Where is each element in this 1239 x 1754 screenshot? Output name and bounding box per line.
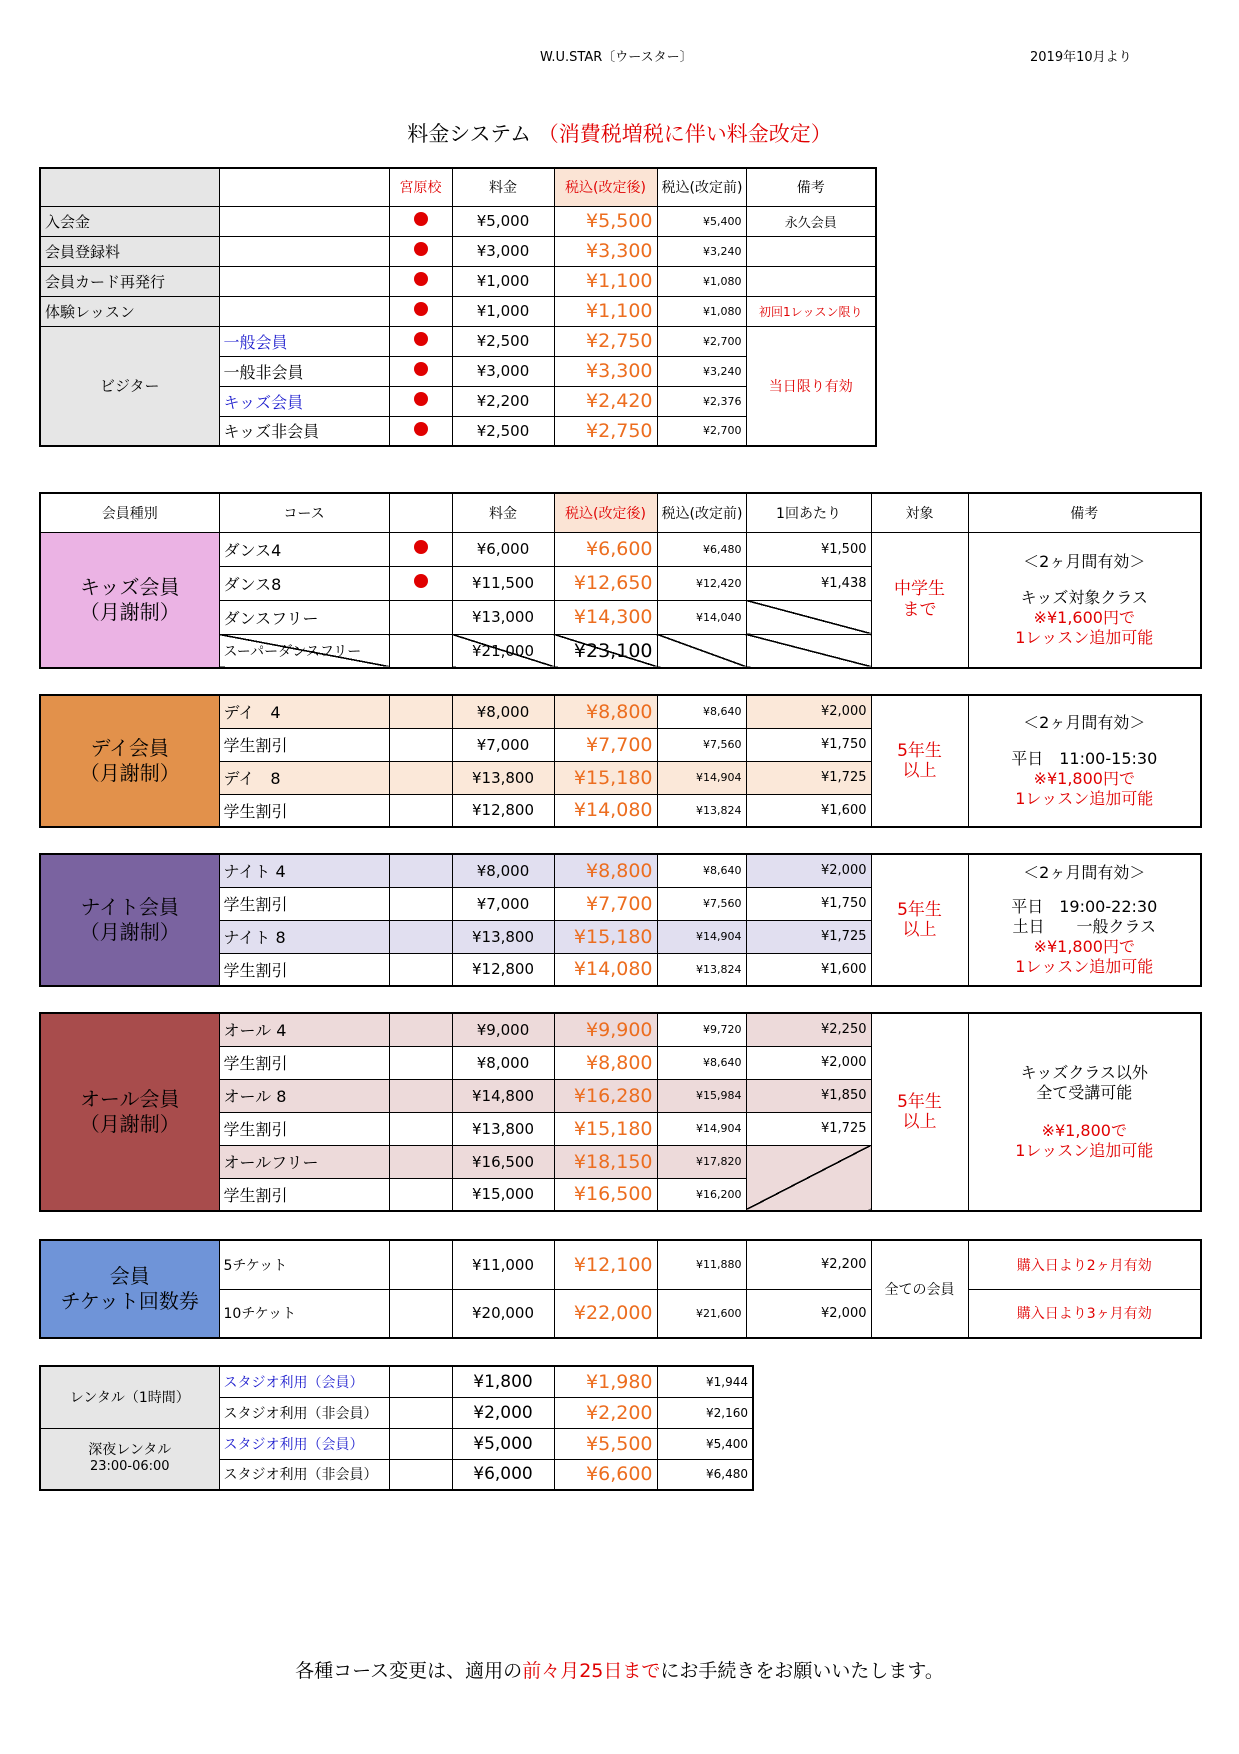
price-cell: ¥1,000 (452, 296, 554, 326)
group-sub: チケット回数券 (60, 1289, 199, 1313)
target-line: まで (902, 599, 937, 620)
tax-old-cell: ¥7,560 (657, 887, 746, 920)
price-cell: ¥8,000 (452, 695, 554, 728)
course-cell: オール 8 (219, 1079, 389, 1112)
note-line: ※¥1,600円で (1033, 607, 1135, 627)
tax-new-cell: ¥16,280 (554, 1079, 657, 1112)
tax-old-cell: ¥17,820 (657, 1145, 746, 1178)
price-cell: ¥2,200 (452, 386, 554, 416)
price-cell: ¥7,000 (452, 887, 554, 920)
visitor-label: ビジター (40, 326, 219, 446)
note-line: キッズクラス以外 (1020, 1063, 1148, 1082)
price-cell: ¥13,800 (452, 1112, 554, 1145)
fee-table-kids (39, 492, 1202, 669)
per-lesson-cell: ¥2,200 (746, 1240, 871, 1289)
per-lesson-cell: ¥2,000 (746, 1289, 871, 1338)
blank-cell (389, 1428, 452, 1459)
course-cell: 学生割引 (219, 794, 389, 827)
target-kids (871, 532, 968, 668)
slash-cell (746, 634, 871, 668)
note-line: 1レッスン追加可能 (1015, 627, 1154, 647)
available-cell (389, 266, 452, 296)
group-day (40, 695, 219, 827)
blank-cell (389, 1112, 452, 1145)
target-line: 5年生 (897, 740, 942, 761)
price-cell: ¥8,000 (452, 1046, 554, 1079)
per-lesson-cell: ¥1,750 (746, 887, 871, 920)
group-sub: （月謝制） (79, 599, 180, 624)
group-sub: （月謝制） (79, 920, 180, 944)
tax-old-cell: ¥3,240 (657, 356, 746, 386)
target-day (871, 695, 968, 827)
tax-new-cell: ¥14,080 (554, 794, 657, 827)
note-line: 1レッスン追加可能 (1015, 1141, 1154, 1160)
header-tax-old: 税込(改定前) (657, 168, 746, 206)
note-cell: 購入日より3ヶ月有効 (968, 1289, 1201, 1338)
rental-sub: スタジオ利用（非会員） (219, 1397, 389, 1428)
target-line: 5年生 (897, 899, 942, 920)
tax-old-cell: ¥2,700 (657, 326, 746, 356)
note-line: 土日 一般クラス (1012, 917, 1157, 936)
note-line: 平日 19:00-22:30 (1011, 897, 1158, 916)
header-price: 料金 (452, 168, 554, 206)
price-cell: ¥12,800 (452, 953, 554, 986)
price-cell: ¥2,500 (452, 416, 554, 446)
blank-cell (389, 1046, 452, 1079)
header-price: 料金 (452, 493, 554, 532)
tax-old-cell: ¥6,480 (657, 532, 746, 566)
tax-old-cell: ¥2,700 (657, 416, 746, 446)
tax-new-cell: ¥6,600 (554, 532, 657, 566)
tax-new-cell: ¥8,800 (554, 1046, 657, 1079)
header-date: 2019年10月より (1030, 50, 1132, 65)
group-name: キッズ会員 (79, 574, 180, 599)
tax-old-cell: ¥1,080 (657, 266, 746, 296)
per-lesson-cell: ¥1,725 (746, 920, 871, 953)
tax-new-cell: ¥9,900 (554, 1013, 657, 1046)
note-line: 平日 11:00-15:30 (1011, 749, 1158, 768)
tax-new-cell: ¥1,980 (554, 1366, 657, 1397)
price-cell: ¥13,800 (452, 761, 554, 794)
target-night (871, 854, 968, 986)
group-ticket (40, 1240, 219, 1338)
note-night (968, 854, 1201, 986)
per-lesson-cell: ¥2,000 (746, 1046, 871, 1079)
rental-sub: スタジオ利用（会員） (219, 1428, 389, 1459)
blank-cell (389, 1013, 452, 1046)
slash-cell (746, 1145, 871, 1211)
tax-new-cell: ¥14,300 (554, 600, 657, 634)
tax-new-cell: ¥7,700 (554, 887, 657, 920)
header-tax-old: 税込(改定前) (657, 493, 746, 532)
price-cell: ¥6,000 (452, 1459, 554, 1490)
tax-old-cell: ¥15,984 (657, 1079, 746, 1112)
red-dot-icon (414, 332, 428, 346)
red-dot-icon (414, 422, 428, 436)
blank-cell (389, 1366, 452, 1397)
tax-new-cell: ¥5,500 (554, 1428, 657, 1459)
tax-new-cell: ¥15,180 (554, 920, 657, 953)
tax-old-cell: ¥1,080 (657, 296, 746, 326)
page-title (0, 118, 1239, 148)
fee-table-basic (39, 167, 877, 447)
header-course: コース (219, 493, 389, 532)
target-line: 以上 (902, 761, 937, 781)
course-cell: 学生割引 (219, 1178, 389, 1211)
group-kids (40, 532, 219, 668)
tax-new-cell: ¥12,650 (554, 566, 657, 600)
title-main: 料金システム (407, 122, 532, 146)
footer-pre: 各種コース変更は、適用の (295, 1660, 523, 1682)
course-cell: ナイト 4 (219, 854, 389, 887)
visitor-sub: 一般非会員 (219, 356, 389, 386)
tax-new-cell: ¥3,300 (554, 236, 657, 266)
price-cell: ¥16,500 (452, 1145, 554, 1178)
course-cell: 学生割引 (219, 887, 389, 920)
fee-table-ticket (39, 1239, 1202, 1339)
tax-new-cell: ¥1,100 (554, 296, 657, 326)
tax-old-cell: ¥2,160 (657, 1397, 753, 1428)
tax-old-cell: ¥3,240 (657, 236, 746, 266)
group-sub: （月謝制） (79, 1112, 180, 1136)
tax-new-cell: ¥15,180 (554, 1112, 657, 1145)
tax-old-cell: ¥8,640 (657, 854, 746, 887)
tax-new-cell: ¥2,750 (554, 416, 657, 446)
course-cell: ダンスフリー (219, 600, 389, 634)
rental-label: レンタル（1時間） (40, 1366, 219, 1428)
note-kids (968, 532, 1201, 668)
tax-new-cell: ¥2,750 (554, 326, 657, 356)
tax-old-cell: ¥16,200 (657, 1178, 746, 1211)
red-dot-icon (414, 272, 428, 286)
footer-deadline: 前々月25日まで (522, 1660, 661, 1682)
blank-cell (389, 1079, 452, 1112)
note-line: 1レッスン追加可能 (1015, 957, 1154, 976)
title-sub: （消費税増税に伴い料金改定） (537, 122, 832, 146)
tax-new-cell: ¥23,100 (554, 634, 657, 668)
note-cell: 初回1レッスン限り (746, 296, 876, 326)
note-day (968, 695, 1201, 827)
blank-cell (389, 920, 452, 953)
row-label: 入会金 (40, 206, 219, 236)
group-name: ナイト会員 (80, 895, 180, 919)
tax-new-cell: ¥18,150 (554, 1145, 657, 1178)
per-lesson-cell: ¥1,750 (746, 728, 871, 761)
red-dot-icon (414, 540, 428, 554)
price-cell: ¥12,800 (452, 794, 554, 827)
tax-new-cell: ¥1,100 (554, 266, 657, 296)
available-cell (389, 566, 452, 600)
tax-old-cell: ¥13,824 (657, 794, 746, 827)
note-cell: 購入日より2ヶ月有効 (968, 1240, 1201, 1289)
blank-cell (389, 1397, 452, 1428)
blank-cell (219, 236, 389, 266)
price-cell: ¥3,000 (452, 356, 554, 386)
group-night (40, 854, 219, 986)
target-line: 5年生 (897, 1091, 942, 1112)
per-lesson-cell: ¥1,600 (746, 794, 871, 827)
red-dot-icon (414, 392, 428, 406)
per-lesson-cell: ¥1,725 (746, 761, 871, 794)
slash-cell (657, 634, 746, 668)
tax-new-cell: ¥12,100 (554, 1240, 657, 1289)
tax-old-cell: ¥14,904 (657, 920, 746, 953)
group-sub: （月謝制） (79, 761, 180, 785)
course-cell: ナイト 8 (219, 920, 389, 953)
available-cell (389, 296, 452, 326)
course-cell: デイ 4 (219, 695, 389, 728)
target-all (871, 1013, 968, 1211)
visitor-sub: キッズ会員 (219, 386, 389, 416)
late-rental-title: 深夜レンタル (88, 1442, 172, 1459)
blank-cell (389, 1178, 452, 1211)
per-lesson-cell: ¥1,500 (746, 532, 871, 566)
tax-old-cell: ¥14,904 (657, 761, 746, 794)
tax-new-cell: ¥8,800 (554, 695, 657, 728)
tax-old-cell: ¥5,400 (657, 206, 746, 236)
tax-new-cell: ¥22,000 (554, 1289, 657, 1338)
price-cell: ¥2,000 (452, 1397, 554, 1428)
group-name: 会員 (109, 1264, 150, 1288)
rental-sub: スタジオ利用（会員） (219, 1366, 389, 1397)
available-cell (389, 416, 452, 446)
fee-table-night (39, 853, 1202, 987)
per-lesson-cell: ¥1,850 (746, 1079, 871, 1112)
blank-cell (389, 761, 452, 794)
price-cell: ¥1,000 (452, 266, 554, 296)
tax-old-cell: ¥8,640 (657, 695, 746, 728)
price-cell: ¥8,000 (452, 854, 554, 887)
target-ticket: 全ての会員 (871, 1240, 968, 1338)
note-line: 全て受講可能 (1036, 1083, 1133, 1102)
price-cell: ¥5,000 (452, 206, 554, 236)
course-cell: スーパーダンスフリー (219, 634, 389, 668)
course-cell: 学生割引 (219, 1046, 389, 1079)
price-cell: ¥15,000 (452, 1178, 554, 1211)
blank-cell (389, 1145, 452, 1178)
row-label: 体験レッスン (40, 296, 219, 326)
header-school: 宮原校 (389, 168, 452, 206)
red-dot-icon (414, 302, 428, 316)
tax-old-cell: ¥8,640 (657, 1046, 746, 1079)
note-line: ※¥1,800円で (1033, 769, 1135, 788)
target-line: 以上 (902, 920, 937, 940)
per-lesson-cell: ¥1,600 (746, 953, 871, 986)
price-cell: ¥11,000 (452, 1240, 554, 1289)
tax-new-cell: ¥5,500 (554, 206, 657, 236)
red-dot-icon (414, 362, 428, 376)
course-cell: 学生割引 (219, 728, 389, 761)
price-cell: ¥13,800 (452, 920, 554, 953)
blank-cell (389, 953, 452, 986)
row-label: 会員カード再発行 (40, 266, 219, 296)
blank-cell (389, 728, 452, 761)
header-brand: W.U.STAR〔ウースター〕 (540, 50, 693, 65)
available-cell (389, 386, 452, 416)
blank-cell (219, 266, 389, 296)
blank-cell (389, 1459, 452, 1490)
late-rental-label (40, 1428, 219, 1490)
group-name: デイ会員 (90, 736, 170, 760)
note-line: 1レッスン追加可能 (1015, 789, 1154, 808)
price-cell: ¥7,000 (452, 728, 554, 761)
price-cell: ¥6,000 (452, 532, 554, 566)
header-target: 対象 (871, 493, 968, 532)
note-line: ＜2ヶ月間有効＞ (1023, 863, 1146, 882)
price-cell: ¥21,000 (452, 634, 554, 668)
available-cell (389, 236, 452, 266)
slash-cell (746, 600, 871, 634)
tax-old-cell: ¥12,420 (657, 566, 746, 600)
header-member-type: 会員種別 (40, 493, 219, 532)
header-cell (219, 168, 389, 206)
tax-new-cell: ¥2,200 (554, 1397, 657, 1428)
header-cell (389, 493, 452, 532)
rental-sub: スタジオ利用（非会員） (219, 1459, 389, 1490)
per-lesson-cell: ¥1,725 (746, 1112, 871, 1145)
fee-table-rental (39, 1365, 754, 1491)
price-cell: ¥13,000 (452, 600, 554, 634)
footer-post: にお手続きをお願いいたします。 (660, 1660, 944, 1682)
course-cell: 5チケット (219, 1240, 389, 1289)
footer-notice (0, 1656, 1239, 1683)
course-cell: デイ 8 (219, 761, 389, 794)
blank-cell (389, 600, 452, 634)
per-lesson-cell: ¥2,000 (746, 695, 871, 728)
note-line: ＜2ヶ月間有効＞ (1023, 713, 1146, 732)
tax-old-cell: ¥11,880 (657, 1240, 746, 1289)
header-per-lesson: 1回あたり (746, 493, 871, 532)
course-cell: オールフリー (219, 1145, 389, 1178)
course-cell: ダンス4 (219, 532, 389, 566)
header-cell (40, 168, 219, 206)
target-line: 以上 (902, 1112, 937, 1132)
visitor-note: 当日限り有効 (746, 326, 876, 446)
header-note: 備考 (968, 493, 1201, 532)
red-dot-icon (414, 242, 428, 256)
blank-cell (389, 634, 452, 668)
blank-cell (389, 887, 452, 920)
price-cell: ¥9,000 (452, 1013, 554, 1046)
fee-table-day (39, 694, 1202, 828)
note-line: キッズ対象クラス (1020, 587, 1148, 607)
blank-cell (389, 794, 452, 827)
note-all (968, 1013, 1201, 1211)
visitor-sub: 一般会員 (219, 326, 389, 356)
tax-old-cell: ¥14,904 (657, 1112, 746, 1145)
blank-cell (389, 1240, 452, 1289)
note-cell (746, 236, 876, 266)
blank-cell (219, 296, 389, 326)
row-label: 会員登録料 (40, 236, 219, 266)
header-tax-new: 税込(改定後) (554, 168, 657, 206)
tax-new-cell: ¥15,180 (554, 761, 657, 794)
blank-cell (389, 1289, 452, 1338)
tax-new-cell: ¥8,800 (554, 854, 657, 887)
price-cell: ¥20,000 (452, 1289, 554, 1338)
header-note: 備考 (746, 168, 876, 206)
per-lesson-cell: ¥1,438 (746, 566, 871, 600)
header-tax-new: 税込(改定後) (554, 493, 657, 532)
tax-old-cell: ¥2,376 (657, 386, 746, 416)
tax-new-cell: ¥16,500 (554, 1178, 657, 1211)
tax-old-cell: ¥14,040 (657, 600, 746, 634)
per-lesson-cell: ¥2,000 (746, 854, 871, 887)
red-dot-icon (414, 574, 428, 588)
fee-table-all (39, 1012, 1202, 1212)
tax-old-cell: ¥21,600 (657, 1289, 746, 1338)
tax-old-cell: ¥5,400 (657, 1428, 753, 1459)
target-line: 中学生 (894, 579, 945, 600)
course-cell: ダンス8 (219, 566, 389, 600)
available-cell (389, 356, 452, 386)
price-cell: ¥1,800 (452, 1366, 554, 1397)
note-line: ＜2ヶ月間有効＞ (1023, 551, 1146, 571)
course-cell: 学生割引 (219, 953, 389, 986)
price-cell: ¥2,500 (452, 326, 554, 356)
price-cell: ¥14,800 (452, 1079, 554, 1112)
per-lesson-cell: ¥2,250 (746, 1013, 871, 1046)
tax-old-cell: ¥9,720 (657, 1013, 746, 1046)
tax-old-cell: ¥13,824 (657, 953, 746, 986)
red-dot-icon (414, 212, 428, 226)
course-cell: オール 4 (219, 1013, 389, 1046)
blank-cell (389, 854, 452, 887)
group-name: オール会員 (79, 1087, 180, 1111)
price-cell: ¥5,000 (452, 1428, 554, 1459)
note-line: ※¥1,800円で (1033, 937, 1135, 956)
course-cell: 学生割引 (219, 1112, 389, 1145)
available-cell (389, 206, 452, 236)
tax-new-cell: ¥7,700 (554, 728, 657, 761)
available-cell (389, 532, 452, 566)
tax-new-cell: ¥6,600 (554, 1459, 657, 1490)
note-line: ※¥1,800で (1041, 1121, 1127, 1140)
note-cell (746, 266, 876, 296)
late-rental-time: 23:00-06:00 (89, 1459, 170, 1475)
blank-cell (389, 695, 452, 728)
tax-old-cell: ¥1,944 (657, 1366, 753, 1397)
visitor-sub: キッズ非会員 (219, 416, 389, 446)
price-cell: ¥11,500 (452, 566, 554, 600)
blank-cell (219, 206, 389, 236)
tax-new-cell: ¥14,080 (554, 953, 657, 986)
course-cell: 10チケット (219, 1289, 389, 1338)
tax-new-cell: ¥2,420 (554, 386, 657, 416)
tax-old-cell: ¥7,560 (657, 728, 746, 761)
available-cell (389, 326, 452, 356)
note-cell: 永久会員 (746, 206, 876, 236)
group-all (40, 1013, 219, 1211)
tax-old-cell: ¥6,480 (657, 1459, 753, 1490)
price-cell: ¥3,000 (452, 236, 554, 266)
tax-new-cell: ¥3,300 (554, 356, 657, 386)
